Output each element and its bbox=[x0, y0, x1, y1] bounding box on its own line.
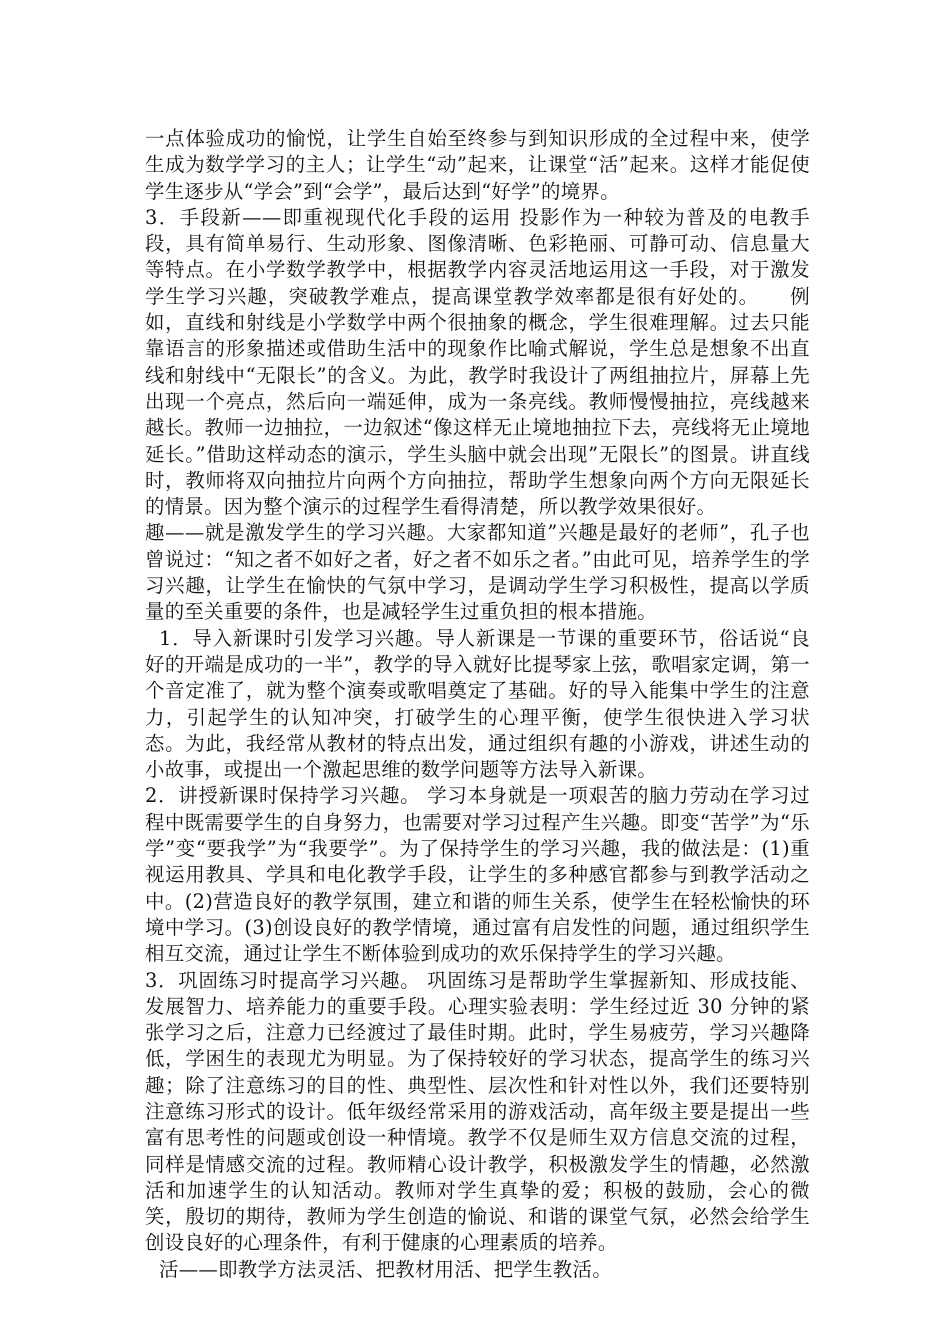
paragraph-interest-point-1: 1．导入新课时引发学习兴趣。导人新课是一节课的重要环节，俗话说“良好的开端是成功的一半”，教学的导入就好比提琴家上弦，歌唱家定调，第一个音定准了，就为整个演奏或歌唱奠定了基础。好的导入能集中学生的注意力，引起学生的认知冲突，打破学生的心理平衡，使学生很快进入学习状态。为此，我经常从教材的特点出发，通过组织有趣的小游戏，讲述生动的小故事，或提出一个激起思维的数学问题等方法导入新课。 bbox=[145, 626, 810, 782]
paragraph-interest: 趣——就是激发学生的学习兴趣。大家都知道”兴趣是最好的老师”，孔子也曾说过：“知之者不如好之者，好之者不如乐之者。”由此可见，培养学生的学习兴趣，让学生在愉快的气氛中学习，是调动学生学习积极性，提高以学质量的至关重要的条件，也是减轻学生过重负担的根本措施。 bbox=[145, 521, 810, 624]
paragraph-flexible: 活——即教学方法灵活、把教材用活、把学生教活。 bbox=[159, 1257, 612, 1281]
paragraph-method-new: 3．手段新——即重视现代化手段的运用 投影作为一种较为普及的电教手段，具有简单易行、生动形象、图像清晰、色彩艳丽、可静可动、信息量大等特点。在小学数学教学中，根据教学内容灵活地运用这一手段，对于激发学生学习兴趣，突破教学难点，提高课堂教学效率都是很有好处的。 例如，直线和射线是小学数学中两个很抽象的概念，学生很难理解。过去只能靠语言的形象描述或借助生活中的现象作比喻式解说，学生总是想象不出直线和射线中“无限长”的含义。为此，教学时我设计了两组抽拉片，屏幕上先出现一个亮点，然后向一端延伸，成为一条亮线。教师慢慢抽拉，亮线越来越长。教师一边抽拉，一边叙述“像这样无止境地抽拉下去，亮线将无止境地延长。”借助这样动态的演示，学生头脑中就会出现”无限长”的图景。讲直线时，教师将双向抽拉片向两个方向抽拉，帮助学生想象向两个方向无限延长的情景。因为整个演示的过程学生看得清楚，所以教学效果很好。 bbox=[145, 205, 810, 519]
paragraph-intro-continuation: 一点体验成功的愉悦，让学生自始至终参与到知识形成的全过程中来，使学生成为数学学习的主人；让学生“动”起来，让课堂“活”起来。这样才能促使学生逐步从“学会”到“会学”，最后达到“好学”的境界。 bbox=[145, 127, 810, 203]
paragraph-interest-point-3: 3．巩固练习时提高学习兴趣。 巩固练习是帮助学生掌握新知、形成技能、发展智力、培养能力的重要手段。心理实验表明：学生经过近 30 分钟的紧张学习之后，注意力已经渡过了最佳时期。此时，学生易疲劳，学习兴趣降低，学困生的表现尤为明显。为了保持较好的学习状态，提高学生的练习兴趣；除了注意练习的目的性、典型性、层次性和针对性以外，我们还要特别注意练习形式的设计。低年级经常采用的游戏活动，高年级主要是提出一些富有思考性的问题或创设一种情境。教学不仅是师生双方信息交流的过程，同样是情感交流的过程。教师精心设计教学，积极激发学生的情趣，必然激活和加速学生的认知活动。教师对学生真挚的爱；积极的鼓励，会心的微笑，殷切的期待，教师为学生创造的愉说、和谐的课堂气氛，必然会给学生创设良好的心理条件，有利于健康的心理素质的培养。 bbox=[145, 968, 810, 1255]
document-page bbox=[145, 126, 810, 1283]
paragraph-interest-point-2: 2．讲授新课时保持学习兴趣。 学习本身就是一项艰苦的脑力劳动在学习过程中既需要学生的自身努力，也需要对学习过程产生兴趣。即变“苦学”为“乐学”变“要我学”为“我要学”。为了保持学生的学习兴趣，我的做法是：(1)重视运用教具、学具和电化教学手段，让学生的多种感官都参与到教学活动之中。(2)营造良好的教学氛围，建立和谐的师生关系，使学生在轻松愉快的环境中学习。(3)创设良好的教学情境，通过富有启发性的问题，通过组织学生相互交流，通过让学生不断体验到成功的欢乐保持学生的学习兴趣。 bbox=[145, 784, 810, 966]
